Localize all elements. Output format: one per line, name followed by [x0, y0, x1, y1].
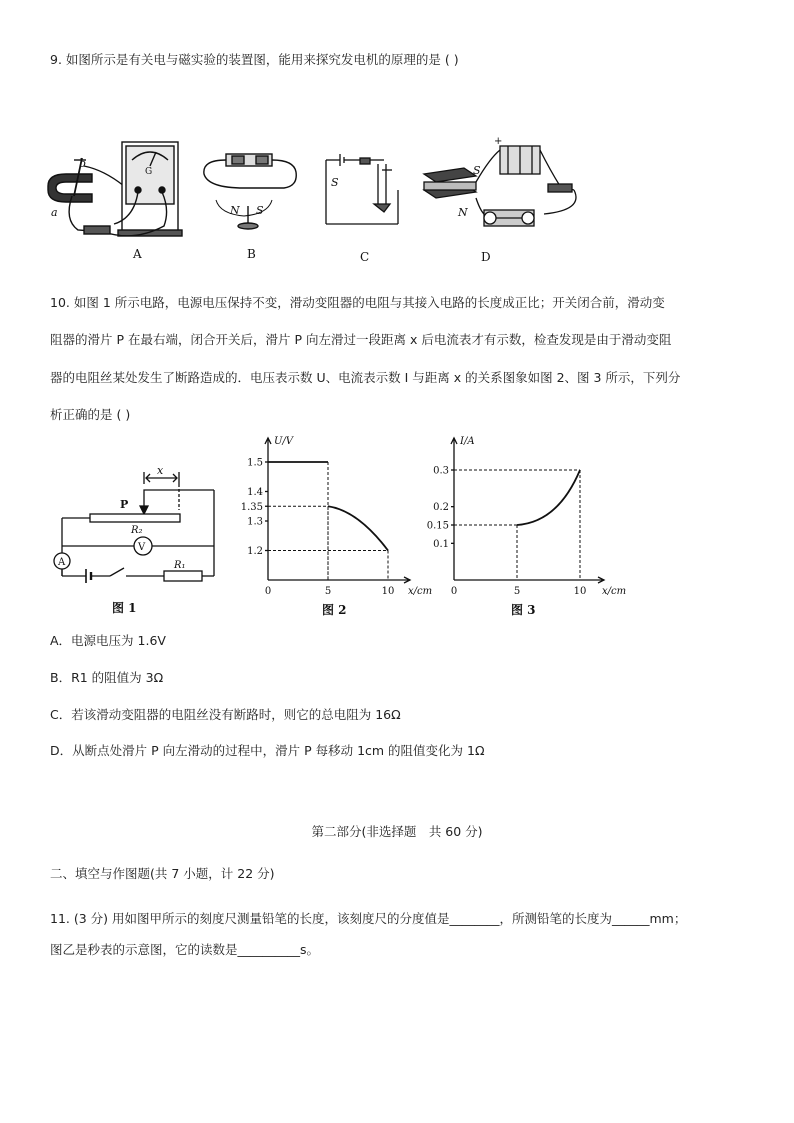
q10-line-1: 10. 如图 1 所示电路，电源电压保持不变，滑动变阻器的电阻与其接入电路的长度成正比；开关闭合前，滑动变	[50, 295, 665, 310]
chart2-series-line	[328, 506, 388, 550]
fig3-x-tick-labels	[451, 586, 587, 597]
chart3-x-tick-label: 5	[513, 586, 521, 597]
q10-line-2: 阻器的滑片 P 在最右端，闭合开关后，滑片 P 向左滑过一段距离 x 后电流表才有示数，检查发现是由于滑动变阻	[50, 332, 672, 347]
q11-line-1: 11. (3 分) 用如图甲所示的刻度尺测量铅笔的长度，该刻度尺的分度值是________，所测铅笔的长度为______mm；	[50, 911, 687, 926]
chart2-y-tick-label: 1.5	[247, 457, 263, 469]
fig1-label-x: x	[157, 464, 164, 477]
q9-text: 9. 如图所示是有关电与磁实验的装置图，能用来探究发电机的原理的是 ( )	[50, 52, 459, 67]
fig-a-caption: A	[133, 247, 142, 261]
fig1-label-a: A	[58, 557, 66, 568]
fig1-label-r1: R₁	[174, 560, 186, 571]
q10-option-c: C．若该滑动变阻器的电阻丝没有断路时，则它的总电阻为 16Ω	[50, 707, 401, 722]
chart2-x-tick-label: 0	[264, 586, 272, 597]
fig1-label-v: V	[138, 542, 146, 553]
fig3-series	[517, 470, 580, 525]
chart3-y-tick-label: 0.2	[433, 502, 449, 514]
fig-a-label-a: a	[51, 206, 58, 219]
chart3-y-tick-label: 0.3	[433, 465, 449, 477]
fig3-y-axis-label: I/A	[460, 436, 475, 447]
q10-fig3-chart	[418, 432, 628, 622]
fig-b-caption: B	[247, 247, 256, 261]
chart3-y-tick-label: 0.15	[426, 520, 449, 532]
fig2-caption: 图 2	[322, 603, 347, 617]
fig2-y-tick-labels	[241, 458, 263, 558]
fig-a-label-b: b	[79, 157, 87, 170]
fig1-label-r2: R₂	[131, 525, 143, 536]
q10-line-3: 器的电阻丝某处发生了断路造成的．电压表示数 U、电流表示数 I 与距离 x 的关系图象如图 2、图 3 所示，下列分	[50, 370, 681, 385]
chart3-x-tick-label: 0	[450, 586, 458, 597]
chart3-y-tick-label: 0.1	[433, 538, 449, 550]
fig-d-apparatus	[424, 146, 576, 226]
fig2-x-axis-label: x/cm	[408, 586, 432, 597]
fig-d-label-s: S	[473, 164, 481, 177]
fig2-x-tick-labels	[265, 586, 395, 597]
fig-a-label-g: G	[145, 167, 153, 177]
q10-option-b: B．R1 的阻值为 3Ω	[50, 670, 164, 685]
fig-c-apparatus	[326, 154, 398, 224]
fig3-x-axis-label: x/cm	[602, 586, 627, 597]
chart3-x-tick-label: 10	[573, 586, 587, 597]
fig-c-label-s: S	[331, 176, 339, 189]
chart2-x-tick-label: 5	[324, 586, 332, 597]
fig3-axes	[451, 438, 604, 583]
q10-option-a: A．电源电压为 1.6V	[50, 633, 166, 648]
chart2-y-tick-label: 1.3	[247, 516, 263, 528]
fig1-caption: 图 1	[112, 601, 137, 615]
q9-figures	[44, 130, 584, 270]
fig3-y-tick-labels	[427, 466, 449, 550]
fig-d-label-n: N	[458, 206, 468, 219]
fig-d-caption: D	[481, 250, 491, 264]
fig-b-label-s: S	[256, 204, 264, 217]
chart2-y-tick-label: 1.35	[240, 501, 263, 513]
q10-option-d: D．从断点处滑片 P 向左滑动的过程中，滑片 P 每移动 1cm 的阻值变化为 1Ω	[50, 743, 485, 758]
fig3-caption: 图 3	[511, 603, 536, 617]
part2-heading: 第二部分(非选择题 共 60 分)	[311, 824, 483, 839]
fig-a-apparatus	[48, 142, 182, 236]
chart2-y-tick-label: 1.2	[247, 546, 263, 557]
section-heading: 二、填空与作图题(共 7 小题，计 22 分)	[50, 866, 275, 881]
fig-c-caption: C	[360, 250, 370, 264]
fig2-y-axis-label: U/V	[274, 436, 294, 447]
fig-b-label-n: N	[230, 204, 240, 217]
chart2-y-tick-label: 1.4	[247, 487, 263, 498]
q10-line-4: 析正确的是 ( )	[50, 407, 131, 422]
fig-d-label-plus: +	[494, 136, 503, 147]
fig2-guide-lines	[268, 462, 388, 580]
fig1-label-p: P	[120, 498, 129, 511]
fig-b-apparatus	[204, 154, 296, 229]
q10-fig2-chart	[232, 432, 432, 622]
q11-line-2: 图乙是秒表的示意图，它的读数是__________s。	[50, 942, 320, 957]
q10-fig1-circuit	[46, 462, 222, 620]
chart3-series-line	[517, 470, 580, 525]
chart2-x-tick-label: 10	[381, 586, 395, 597]
